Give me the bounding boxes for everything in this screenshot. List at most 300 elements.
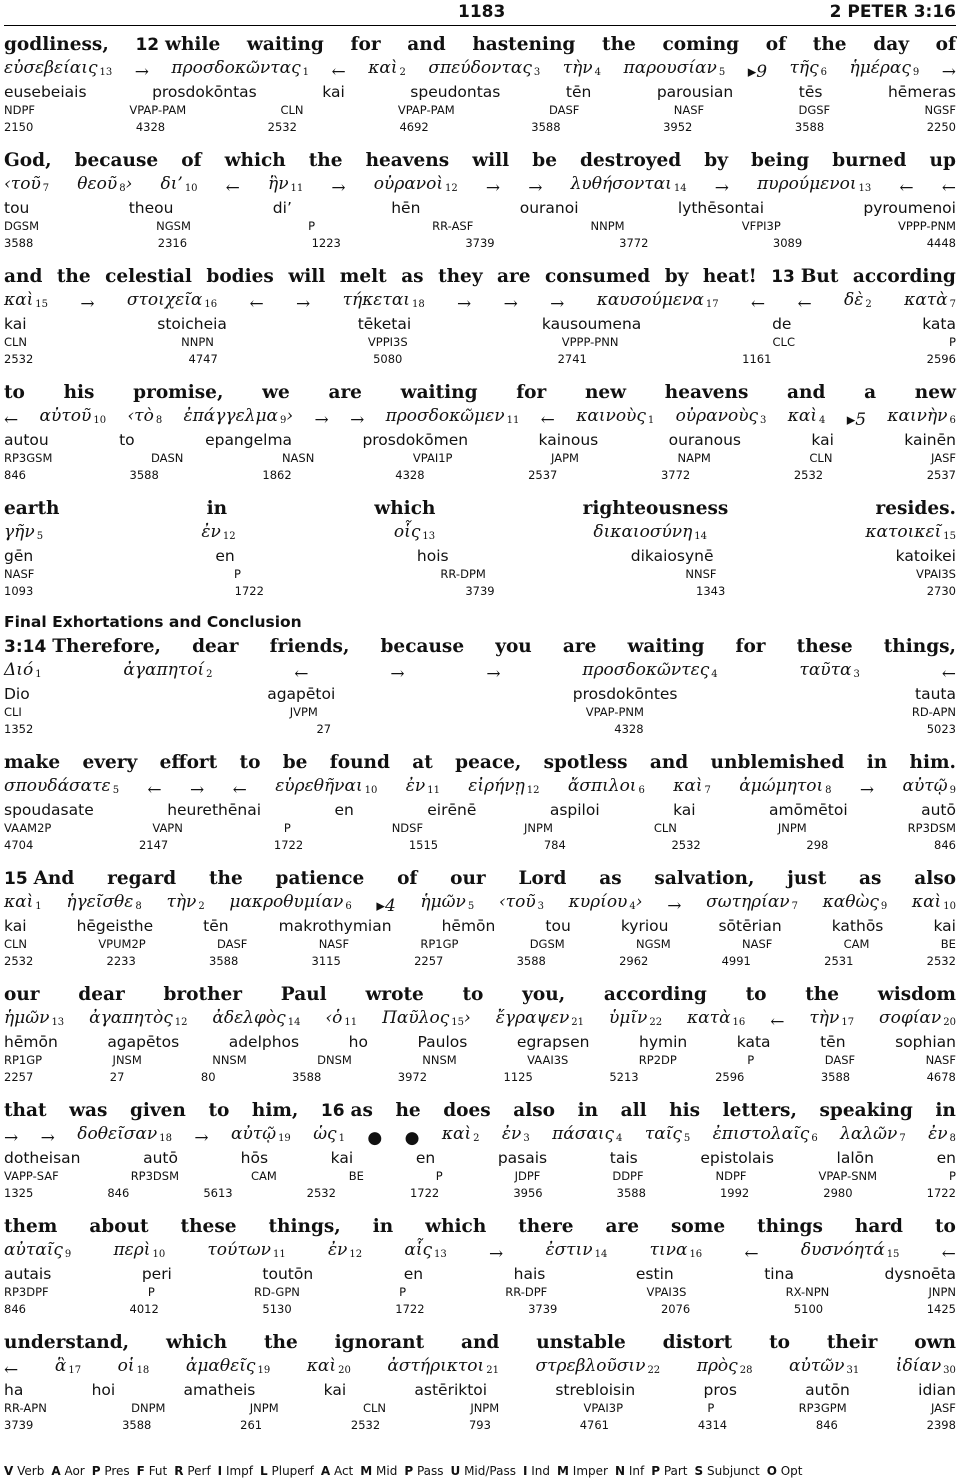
greek-word: οὐρανοὶ $_{12}$ (373, 174, 458, 194)
english-word: resides. (875, 498, 956, 519)
legend-entry (4, 1464, 44, 1478)
parsing-line (4, 1284, 956, 1301)
english-word: a (864, 382, 877, 403)
greek-word: αἷς $_{13}$ (404, 1240, 447, 1260)
legend-entry (695, 1464, 760, 1478)
transliteration-word: kai (330, 1149, 354, 1167)
greek-word: ἔγραψεν $_{21}$ (495, 1008, 585, 1028)
english-word: 12 while (135, 34, 221, 55)
transliteration-word: epistolais (700, 1149, 774, 1167)
transliteration-word: en (415, 1149, 436, 1167)
strongs-number: 793 (468, 1418, 491, 1432)
greek-word: θεοῦ $_8$› (77, 174, 133, 194)
english-word: burned (832, 150, 907, 171)
strongs-number: 2532 (350, 1418, 381, 1432)
parsing-code: CLN (4, 335, 28, 349)
greek-word: προσδοκῶντες $_4$ (582, 660, 718, 680)
parsing-code: VPPI3S (367, 335, 408, 349)
parsing-code: VAAM2P (4, 821, 52, 835)
english-line (4, 1098, 956, 1124)
transliteration-word: pros (703, 1381, 737, 1399)
english-word: heavens (664, 382, 749, 403)
english-word: their (826, 1332, 878, 1353)
strongs-line (4, 351, 956, 367)
english-word: which (224, 150, 286, 171)
english-word: unstable (536, 1332, 626, 1353)
greek-word: ← (899, 178, 914, 198)
greek-word: προσδοκῶμεν $_{11}$ (385, 406, 520, 426)
transliteration-word: autō (921, 801, 956, 819)
transliteration-word: en (215, 547, 235, 565)
strongs-number: 2257 (414, 954, 444, 968)
strongs-number: 4328 (614, 722, 644, 736)
english-word: dear (192, 636, 239, 657)
parsing-line (4, 936, 956, 953)
greek-word: → (941, 62, 956, 82)
greek-word: στοιχεῖα $_{16}$ (126, 290, 218, 310)
strongs-number: 1862 (262, 468, 292, 482)
greek-word: ← (797, 294, 812, 314)
strongs-number: 3115 (311, 954, 341, 968)
strongs-line (4, 1069, 956, 1085)
strongs-number: 2596 (926, 352, 956, 366)
strongs-number: 3956 (513, 1186, 543, 1200)
parsing-code: VPAI3P (583, 1401, 624, 1415)
greek-word: ← (249, 294, 264, 314)
greek-word: σπουδάσατε $_5$ (4, 776, 120, 796)
greek-word: πάσαις $_4$ (552, 1124, 623, 1144)
strongs-number: 3739 (465, 584, 495, 598)
english-word: hard (854, 1216, 903, 1237)
strongs-number: 5023 (926, 722, 956, 736)
transliteration-word: tēn (820, 1033, 846, 1051)
transliteration-word: kai (673, 801, 696, 819)
greek-word: σπεύδοντας $_3$ (428, 58, 541, 78)
english-line (4, 380, 956, 406)
parsing-code: NDPF (715, 1169, 747, 1183)
english-word: the (812, 34, 847, 55)
greek-word: ταῦτα $_3$ (799, 660, 860, 680)
strongs-number: 4704 (4, 838, 34, 852)
legend-meaning: Fut (144, 1464, 168, 1478)
english-word: righteousness (582, 498, 729, 519)
strongs-number: 2316 (157, 236, 188, 250)
english-word: of (181, 150, 202, 171)
english-word: 15 And (4, 868, 75, 889)
english-word: friends, (269, 636, 350, 657)
interlinear-block (4, 1214, 956, 1317)
strongs-line (4, 1185, 956, 1201)
english-word: melt (339, 266, 387, 287)
parsing-code: CLN (280, 103, 304, 117)
english-word: waiting (400, 382, 478, 403)
running-reference: 2 PETER 3:16 (829, 2, 956, 22)
english-word: celestial (105, 266, 192, 287)
strongs-number: 2076 (660, 1302, 691, 1316)
transliteration-line (4, 83, 956, 102)
strongs-number: 4692 (399, 120, 429, 134)
legend-meaning: Pass (413, 1464, 444, 1478)
strongs-number: 1161 (742, 352, 772, 366)
strongs-line (4, 583, 956, 599)
english-word: brother (163, 984, 243, 1005)
strongs-number: 1722 (409, 1186, 440, 1200)
greek-word: ● (367, 1128, 383, 1148)
english-word: up (929, 150, 956, 171)
english-word: in (372, 1216, 394, 1237)
greek-word: Παῦλος $_{15}$› (382, 1008, 471, 1028)
greek-word: κατὰ $_7$ (904, 290, 956, 310)
greek-word: τήκεται $_{18}$ (342, 290, 425, 310)
greek-word: ▸9 (747, 62, 768, 82)
transliteration-word: aspiloi (549, 801, 600, 819)
greek-word: ταῖς $_5$ (644, 1124, 691, 1144)
transliteration-word: agapētos (107, 1033, 180, 1051)
greek-word: ← (225, 178, 240, 198)
greek-word: → (40, 1128, 55, 1148)
english-word: 16 as (320, 1100, 373, 1121)
transliteration-word: to (119, 431, 135, 449)
parsing-code: VPAP-PAM (397, 103, 455, 117)
transliteration-word: dikaiosynē (630, 547, 714, 565)
legend-entry (174, 1464, 210, 1478)
parsing-code: RD-GPN (254, 1285, 300, 1299)
parsing-code: NNSM (422, 1053, 457, 1067)
greek-word: ἀστήρικτοι $_{21}$ (387, 1356, 499, 1376)
english-word: destroyed (580, 150, 682, 171)
greek-word: ▸5 (846, 410, 867, 430)
strongs-number: 2537 (926, 468, 956, 482)
transliteration-line (4, 685, 956, 704)
english-word: and (407, 34, 446, 55)
transliteration-word: hēgeisthe (76, 917, 154, 935)
parsing-code: NASF (4, 567, 35, 581)
greek-word: ἡμῶν $_5$ (420, 892, 475, 912)
greek-word: τῆς $_6$ (789, 58, 828, 78)
greek-line (4, 522, 956, 547)
greek-word: → (485, 178, 501, 198)
transliteration-word: spoudasate (4, 801, 94, 819)
greek-word: παρουσίαν $_5$ (623, 58, 726, 78)
transliteration-word: kai (322, 83, 345, 101)
legend-entry (404, 1464, 443, 1478)
parsing-code: P (747, 1053, 755, 1067)
parsing-code: DNPM (131, 1401, 166, 1415)
legend-entry (615, 1464, 644, 1478)
parsing-code: RP1GP (4, 1053, 43, 1067)
greek-word: ← (147, 780, 162, 800)
strongs-number: 2147 (138, 838, 169, 852)
parsing-line (4, 218, 956, 235)
strongs-number: 3588 (531, 120, 561, 134)
strongs-number: 5130 (262, 1302, 292, 1316)
english-word: dear (78, 984, 125, 1005)
strongs-line (4, 119, 956, 135)
transliteration-word: Dio (4, 685, 30, 703)
english-word: at (412, 752, 433, 773)
greek-word: → (550, 294, 565, 314)
transliteration-word: adelphos (228, 1033, 300, 1051)
english-word: speaking (819, 1100, 913, 1121)
transliteration-line (4, 1265, 956, 1284)
parsing-code: NGSM (635, 937, 671, 951)
strongs-number: 298 (806, 838, 829, 852)
english-word: consumed (545, 266, 651, 287)
legend-meaning: Part (660, 1464, 688, 1478)
greek-word: ← (744, 1244, 759, 1264)
transliteration-word: theou (128, 199, 174, 217)
greek-word: ← (4, 410, 19, 430)
legend-abbrev: S (694, 1464, 704, 1478)
strongs-number: 4448 (926, 236, 956, 250)
greek-word: γῆν $_5$ (4, 522, 44, 542)
parsing-code: RR-DPF (505, 1285, 548, 1299)
strongs-line (4, 721, 956, 737)
english-word: the (805, 984, 840, 1005)
english-word: his (669, 1100, 701, 1121)
english-word: make (4, 752, 61, 773)
english-word: the (208, 868, 243, 889)
strongs-number: 1722 (395, 1302, 425, 1316)
legend-meaning: Ind (527, 1464, 551, 1478)
legend-meaning: Mid (372, 1464, 398, 1478)
greek-word: ← (941, 664, 956, 684)
strongs-number: 3772 (619, 236, 649, 250)
interlinear-content (4, 32, 956, 1446)
parsing-code: JNPM (249, 1401, 279, 1415)
parsing-code: DASN (150, 451, 184, 465)
parsing-code: VPAI3S (916, 567, 956, 581)
english-word: of (765, 34, 787, 55)
greek-line (4, 1240, 956, 1265)
english-word: be (282, 752, 308, 773)
parsing-code: VPAI1P (412, 451, 453, 465)
greek-line (4, 58, 956, 83)
english-word: him, (251, 1100, 299, 1121)
strongs-number: 846 (4, 468, 26, 482)
greek-word: δοθεῖσαν $_{18}$ (77, 1124, 172, 1144)
greek-word: → (488, 1244, 504, 1264)
greek-word: ἐν $_3$ (501, 1124, 530, 1144)
parsing-code: P (707, 1401, 715, 1415)
greek-word: ← (4, 1360, 19, 1380)
interlinear-block (4, 634, 956, 737)
transliteration-word: sophian (895, 1033, 956, 1051)
transliteration-word: hais (513, 1265, 546, 1283)
transliteration-word: tou (4, 199, 30, 217)
english-word: as (859, 868, 882, 889)
greek-word: ← (331, 62, 346, 82)
strongs-number: 5080 (373, 352, 403, 366)
transliteration-word: lythēsontai (677, 199, 765, 217)
greek-word: ἡγεῖσθε $_8$ (66, 892, 142, 912)
strongs-number: 1325 (4, 1186, 34, 1200)
english-word: about (89, 1216, 149, 1237)
transliteration-word: kata (922, 315, 956, 333)
strongs-number: 3588 (209, 954, 239, 968)
greek-word: ← (232, 780, 247, 800)
parsing-code: RP3DSM (130, 1169, 180, 1183)
english-line (4, 1330, 956, 1356)
english-word: our (450, 868, 486, 889)
transliteration-word: tina (764, 1265, 794, 1283)
transliteration-word: tēs (798, 83, 823, 101)
greek-word: καὶ $_7$ (673, 776, 711, 796)
strongs-number: 3739 (465, 236, 495, 250)
greek-word: ‹ὁ $_{11}$ (325, 1008, 358, 1028)
transliteration-word: kainēn (904, 431, 956, 449)
english-line (4, 264, 956, 290)
parsing-code: CAM (843, 937, 870, 951)
strongs-number: 2532 (267, 120, 297, 134)
parsing-code: NNSM (212, 1053, 247, 1067)
english-word: and (649, 752, 689, 773)
english-word: there (518, 1216, 574, 1237)
interlinear-block (4, 380, 956, 483)
parsing-code: NNPM (590, 219, 625, 233)
transliteration-word: Paulos (417, 1033, 468, 1051)
transliteration-word: heurethēnai (167, 801, 262, 819)
parsing-code: CLI (4, 705, 22, 719)
english-word: of (935, 34, 956, 55)
greek-word: σωτηρίαν $_7$ (706, 892, 799, 912)
strongs-number: 1093 (4, 584, 34, 598)
greek-word: ← (540, 410, 555, 430)
english-line (4, 866, 956, 892)
greek-word: ἀγαπητοί $_2$ (123, 660, 213, 680)
strongs-line (4, 467, 956, 483)
english-word: wisdom (877, 984, 956, 1005)
greek-word: ἡμέρας $_9$ (849, 58, 920, 78)
parsing-code: NNSF (685, 567, 717, 581)
english-word: because (74, 150, 159, 171)
transliteration-word: autais (4, 1265, 52, 1283)
english-word: God, (4, 150, 52, 171)
greek-word: δὲ $_2$ (844, 290, 872, 310)
transliteration-word: kai (811, 431, 834, 449)
greek-word: δυσνόητά $_{15}$ (800, 1240, 900, 1260)
english-word: unblemished (710, 752, 845, 773)
strongs-number: 2730 (926, 584, 956, 598)
parsing-code: JNPN (928, 1285, 956, 1299)
strongs-number: 1722 (926, 1186, 956, 1200)
transliteration-line (4, 801, 956, 820)
parsing-code: NGSF (924, 103, 956, 117)
greek-word: ἰδίαν $_{30}$ (895, 1356, 956, 1376)
english-line (4, 982, 956, 1008)
english-word: that (4, 1100, 47, 1121)
parsing-code: NGSM (156, 219, 191, 233)
english-word: spotless (543, 752, 628, 773)
english-word: distort (662, 1332, 733, 1353)
strongs-number: 1125 (503, 1070, 533, 1084)
strongs-number: 4747 (188, 352, 218, 366)
strongs-number: 1722 (234, 584, 264, 598)
parsing-code: VPUM2P (98, 937, 146, 951)
legend-abbrev: R (174, 1464, 184, 1478)
greek-word: οἷς $_{13}$ (393, 522, 436, 542)
english-word: are (328, 382, 362, 403)
greek-line (4, 892, 956, 917)
english-word: and (787, 382, 826, 403)
english-word: patience (275, 868, 365, 889)
english-word: some (671, 1216, 726, 1237)
parsing-code: NASF (673, 103, 705, 117)
legend-abbrev: U (450, 1464, 461, 1478)
strongs-number: 846 (4, 1302, 26, 1316)
english-word: own (914, 1332, 956, 1353)
greek-line (4, 1356, 956, 1381)
strongs-number: 2532 (4, 954, 34, 968)
english-word: salvation, (654, 868, 755, 889)
legend-entry (92, 1464, 130, 1478)
parsing-code: DNSM (317, 1053, 352, 1067)
legend-meaning: Perf (183, 1464, 211, 1478)
greek-word: ἐν $_8$ (928, 1124, 956, 1144)
transliteration-word: eirēnē (427, 801, 477, 819)
strongs-number: 3588 (794, 120, 825, 134)
strongs-number: 3739 (528, 1302, 558, 1316)
legend-meaning: Impf (222, 1464, 254, 1478)
parsing-code: BE (348, 1169, 364, 1183)
english-word: things (757, 1216, 823, 1237)
strongs-number: 4012 (129, 1302, 159, 1316)
strongs-number: 3089 (772, 236, 803, 250)
parsing-code: NDSF (391, 821, 424, 835)
transliteration-line (4, 431, 956, 450)
greek-word: καὶ $_{15}$ (4, 290, 49, 310)
greek-word: ← (941, 1244, 956, 1264)
transliteration-word: hēmeras (887, 83, 956, 101)
english-word: which (425, 1216, 487, 1237)
english-line (4, 750, 956, 776)
strongs-number: 2741 (557, 352, 587, 366)
strongs-number: 1223 (311, 236, 341, 250)
strongs-number: 1992 (719, 1186, 750, 1200)
legend-abbrev: P (651, 1464, 660, 1478)
english-word: these (796, 636, 853, 657)
parsing-code: NAPM (677, 451, 711, 465)
greek-word: ἀμώμητοι $_8$ (739, 776, 832, 796)
transliteration-word: egrapsen (516, 1033, 590, 1051)
strongs-number: 80 (200, 1070, 216, 1084)
greek-word: αὐταῖς $_9$ (4, 1240, 72, 1260)
strongs-number: 2532 (671, 838, 701, 852)
legend-abbrev: P (91, 1464, 101, 1478)
english-word: by (704, 150, 728, 171)
legend-entry (321, 1464, 353, 1478)
strongs-number: 2150 (4, 120, 34, 134)
parsing-code: JNSM (112, 1053, 142, 1067)
transliteration-word: parousian (656, 83, 734, 101)
legend-meaning: Pres (100, 1464, 130, 1478)
strongs-line (4, 837, 956, 853)
parsing-code: VPAP-SNM (818, 1169, 878, 1183)
english-word: as (401, 266, 424, 287)
parsing-code: RX-NPN (785, 1285, 830, 1299)
parsing-code: RP3GSM (4, 451, 53, 465)
english-word: also (513, 1100, 556, 1121)
greek-line (4, 290, 956, 315)
english-word: which (166, 1332, 228, 1353)
strongs-number: 5613 (203, 1186, 233, 1200)
interlinear-block (4, 32, 956, 135)
greek-word: ● (404, 1128, 420, 1148)
strongs-number: 2531 (824, 954, 854, 968)
greek-word: ← (770, 1012, 785, 1032)
english-word: you, (522, 984, 566, 1005)
english-word: earth (4, 498, 60, 519)
